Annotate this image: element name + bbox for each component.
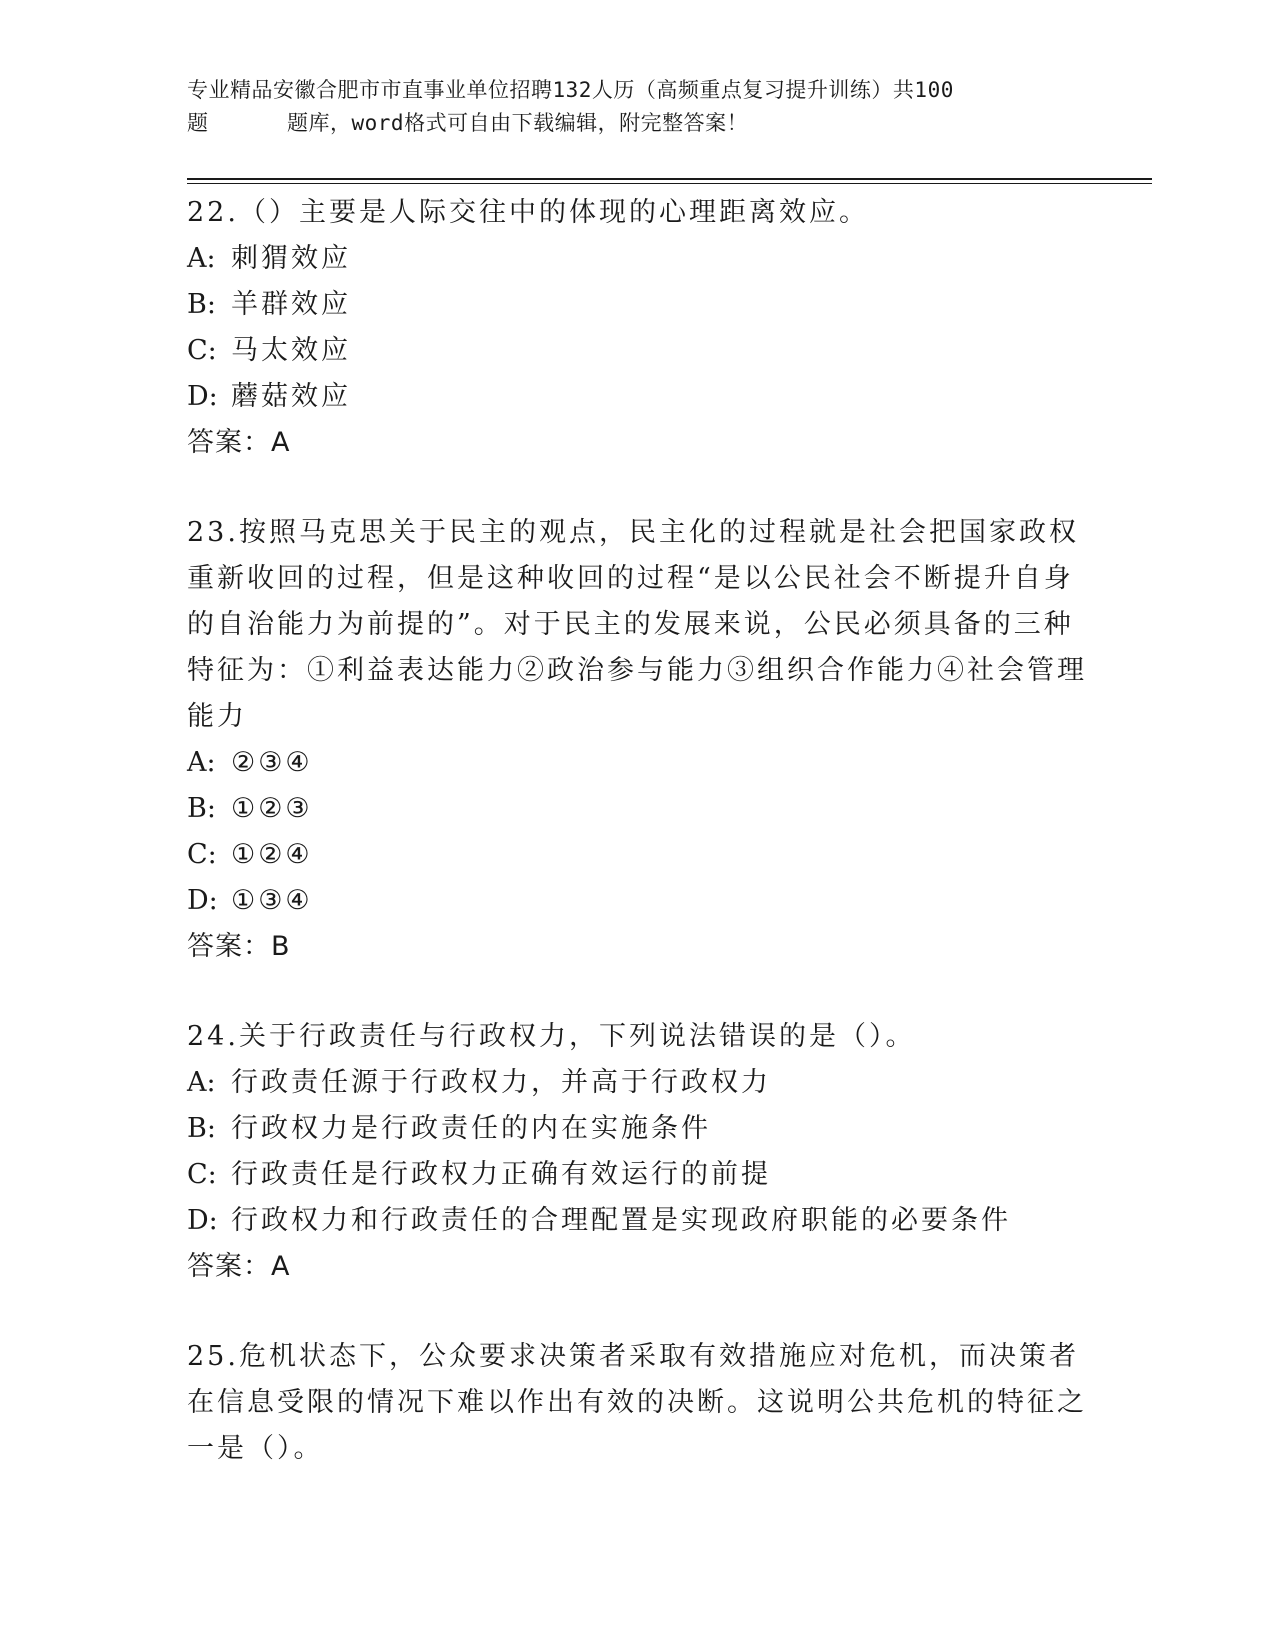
answer-line: 答案：B [187, 931, 291, 962]
option-b [187, 786, 1087, 832]
header-tag: 题 [187, 111, 209, 135]
question-stem: 23.按照马克思关于民主的观点，民主化的过程就是社会把国家政权重新收回的过程，但是这种收回的过程“是以公民社会不断提升自身的自治能力为前提的”。对于民主的发展来说，公民必须具备的三种特征为：①利益表达能力②政治参与能力③组织合作能力④社会管理能力 [187, 517, 1087, 732]
page-header [187, 74, 1087, 140]
option-a [187, 740, 1087, 786]
option-key: B: [187, 289, 216, 320]
option-key: D: [187, 381, 218, 412]
question-list [187, 190, 1087, 1516]
option-a [187, 1060, 1087, 1106]
option-key: A: [187, 747, 216, 778]
question-stem: 22.（）主要是人际交往中的体现的心理距离效应。 [187, 197, 869, 228]
option-text: ①③④ [231, 885, 313, 916]
question-22 [187, 190, 1087, 466]
option-text: 行政权力是行政责任的内在实施条件 [231, 1113, 711, 1144]
option-text: 行政责任源于行政权力，并高于行政权力 [231, 1067, 771, 1098]
option-c [187, 1152, 1087, 1198]
option-text: 刺猬效应 [231, 243, 351, 274]
option-d [187, 374, 1087, 420]
option-text: ②③④ [231, 747, 313, 778]
question-stem: 24.关于行政责任与行政权力，下列说法错误的是（）。 [187, 1021, 916, 1052]
option-b [187, 1106, 1087, 1152]
answer-line: 答案：A [187, 427, 291, 458]
question-stem: 25.危机状态下，公众要求决策者采取有效措施应对危机，而决策者在信息受限的情况下难以作出有效的决断。这说明公共危机的特征之一是（）。 [187, 1341, 1087, 1464]
option-text: 马太效应 [231, 335, 351, 366]
option-text: 行政责任是行政权力正确有效运行的前提 [231, 1159, 771, 1190]
option-key: B: [187, 793, 216, 824]
option-c [187, 328, 1087, 374]
option-d [187, 878, 1087, 924]
question-23 [187, 510, 1087, 970]
option-key: A: [187, 1067, 216, 1098]
option-key: B: [187, 1113, 216, 1144]
option-text: 羊群效应 [231, 289, 351, 320]
option-text: 蘑菇效应 [231, 381, 351, 412]
question-24 [187, 1014, 1087, 1290]
option-key: C: [187, 335, 217, 366]
option-text: 行政权力和行政责任的合理配置是实现政府职能的必要条件 [231, 1205, 1011, 1236]
answer-line: 答案：A [187, 1251, 291, 1282]
option-text: ①②④ [231, 839, 313, 870]
header-title: 专业精品安徽合肥市市直事业单位招聘132人历（高频重点复习提升训练）共100 [187, 78, 954, 102]
header-subtitle [187, 107, 1087, 140]
option-d [187, 1198, 1087, 1244]
option-key: C: [187, 839, 217, 870]
header-description: 题库，word格式可自由下载编辑，附完整答案！ [287, 111, 749, 135]
option-key: C: [187, 1159, 217, 1190]
question-25 [187, 1334, 1087, 1472]
option-key: D: [187, 1205, 218, 1236]
header-divider-thin [187, 183, 1152, 184]
header-divider-thick [187, 178, 1152, 180]
option-a [187, 236, 1087, 282]
option-c [187, 832, 1087, 878]
option-key: A: [187, 243, 216, 274]
option-text: ①②③ [231, 793, 313, 824]
option-b [187, 282, 1087, 328]
option-key: D: [187, 885, 218, 916]
